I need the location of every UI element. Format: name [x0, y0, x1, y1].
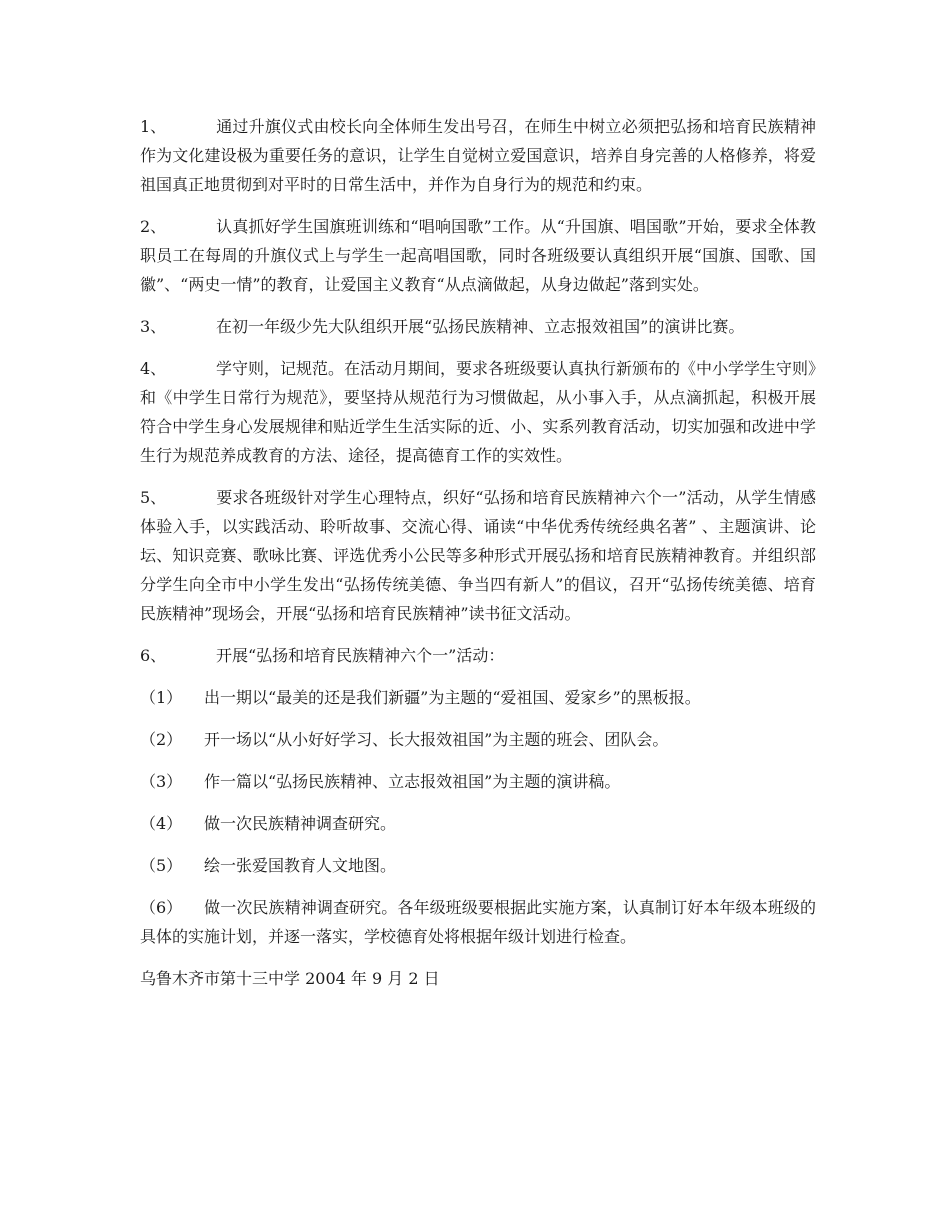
paragraph-text: 开展“弘扬和培育民族精神六个一”活动：: [216, 646, 505, 665]
subitem-number: （5）: [140, 856, 183, 875]
paragraph-text: 要求各班级针对学生心理特点，织好“弘扬和培育民族精神六个一”活动，从学生情感体验入手，以实践活动、聆听故事、交流心得、诵读“中华优秀传统经典名著” 、主题演讲、论坛、知识竞赛、歌咏比赛、评选优秀小公民等多种形式开展弘扬和培育民族精神教育。并组织部分学生向全市中小学生发出“弘扬传统美德、争当四有新人”的倡议，召开“弘扬传统美德、培育民族精神”现场会，开展“弘扬和培育民族精神”读书征文活动。: [140, 488, 816, 623]
subitem-text: 开一场以“从小好好学习、长大报效祖国”为主题的班会、团队会。: [204, 730, 669, 749]
paragraph-4: [140, 354, 816, 470]
paragraph-number: 5、: [140, 488, 167, 507]
paragraph-1: [140, 112, 816, 199]
paragraph-number: 4、: [140, 359, 167, 378]
paragraph-text: 在初一年级少先大队组织开展“弘扬民族精神、立志报效祖国”的演讲比赛。: [216, 317, 745, 336]
paragraph-3: [140, 312, 816, 341]
subitem-6: [140, 893, 816, 951]
subitem-5: [140, 851, 816, 880]
subitem-text: 出一期以“最美的还是我们新疆”为主题的“爱祖国、爱家乡”的黑板报。: [204, 688, 701, 707]
subitem-number: （6）: [140, 898, 183, 917]
subitem-text: 绘一张爱国教育人文地图。: [204, 856, 397, 875]
paragraph-6: [140, 641, 816, 670]
subitem-text: 作一篇以“弘扬民族精神、立志报效祖国”为主题的演讲稿。: [204, 772, 621, 791]
paragraph-text: 通过升旗仪式由校长向全体师生发出号召，在师生中树立必须把弘扬和培育民族精神作为文化建设极为重要任务的意识，让学生自觉树立爱国意识，培养自身完善的人格修养，将爱祖国真正地贯彻到对平时的日常生活中，并作为自身行为的规范和约束。: [140, 117, 816, 194]
subitem-text: 做一次民族精神调查研究。各年级班级要根据此实施方案，认真制订好本年级本班级的具体的实施计划，并逐一落实，学校德育处将根据年级计划进行检查。: [140, 898, 816, 946]
paragraph-5: [140, 483, 816, 628]
subitem-2: [140, 725, 816, 754]
paragraph-2: [140, 212, 816, 299]
subitem-text: 做一次民族精神调查研究。: [204, 814, 397, 833]
document-signature-date: 乌鲁木齐市第十三中学 2004 年 9 月 2 日: [140, 969, 440, 988]
subitem-number: （2）: [140, 730, 183, 749]
document-body: [140, 112, 816, 993]
paragraph-number: 1、: [140, 117, 167, 136]
subitem-number: （4）: [140, 814, 183, 833]
paragraph-number: 6、: [140, 646, 167, 665]
subitem-1: [140, 683, 816, 712]
subitem-4: [140, 809, 816, 838]
subitem-number: （1）: [140, 688, 183, 707]
subitem-3: [140, 767, 816, 796]
paragraph-number: 3、: [140, 317, 167, 336]
paragraph-text: 认真抓好学生国旗班训练和“唱响国歌”工作。从“升国旗、唱国歌”开始，要求全体教职员工在每周的升旗仪式上与学生一起高唱国歌，同时各班级要认真组织开展“国旗、国歌、国徽”、“两史一情”的教育，让爱国主义教育“从点滴做起，从身边做起”落到实处。: [140, 217, 816, 294]
paragraph-text: 学守则，记规范。在活动月期间，要求各班级要认真执行新颁布的《中小学学生守则》和《中学生日常行为规范》，要坚持从规范行为习惯做起，从小事入手，从点滴抓起，积极开展符合中学生身心发展规律和贴近学生生活实际的近、小、实系列教育活动，切实加强和改进中学生行为规范养成教育的方法、途径，提高德育工作的实效性。: [140, 359, 817, 465]
paragraph-number: 2、: [140, 217, 167, 236]
subitem-number: （3）: [140, 772, 183, 791]
